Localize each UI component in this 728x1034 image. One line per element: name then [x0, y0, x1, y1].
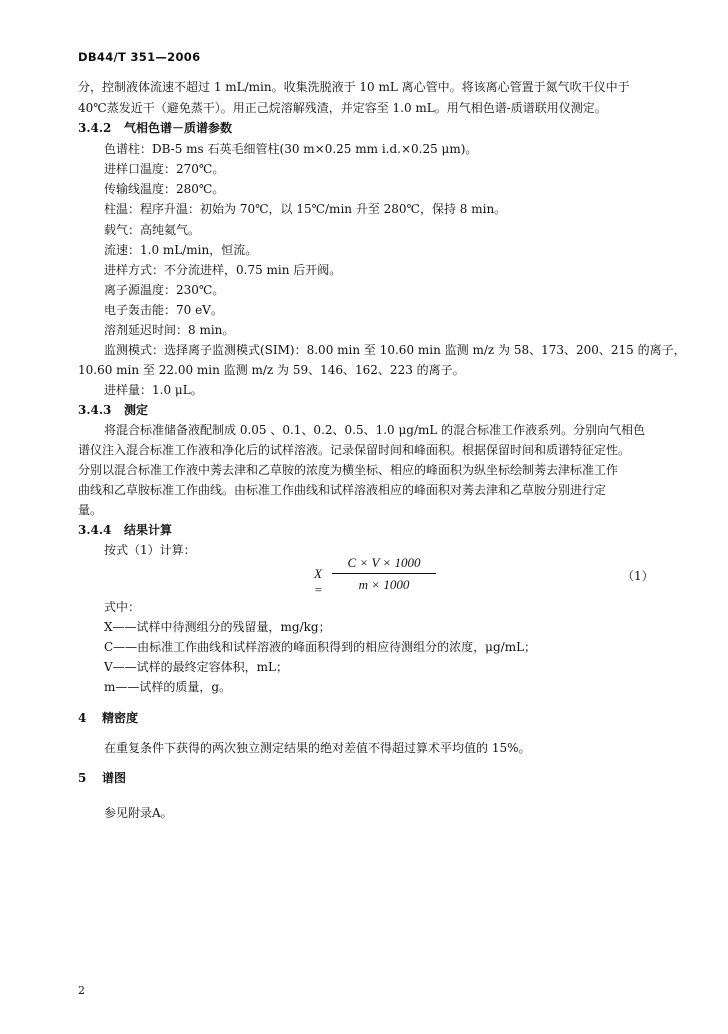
section-number: 3.4.4 [78, 523, 112, 537]
paragraph-line: 参见附录A。 [104, 806, 173, 820]
section-heading-3-4-2 [78, 119, 232, 136]
section-title: 精密度 [102, 711, 139, 725]
param-line: 进样口温度：270℃。 [104, 162, 225, 176]
paragraph-line: 将混合标准储备液配制成 0.05 、0.1、0.2、0.5、1.0 μg/mL 的混合标准工作液系列。分别向气相色 [104, 423, 646, 437]
formula-intro: 按式（1）计算： [104, 543, 196, 557]
param-line: 进样方式：不分流进样，0.75 min 后开阀。 [104, 263, 342, 277]
section-number: 3.4.3 [78, 403, 112, 417]
section-title: 气相色谱－质谱参数 [124, 121, 233, 135]
paragraph-line: 40℃蒸发近干（避免蒸干）。用正己烷溶解残渣，并定容至 1.0 mL。用气相色谱-质谱联用仪测定。 [78, 101, 607, 115]
formula-fraction [332, 553, 436, 594]
formula-lhs: X = [314, 566, 323, 597]
section-heading-3-4-3 [78, 401, 148, 418]
section-title: 结果计算 [124, 523, 173, 537]
param-line: 传输线温度：280℃。 [104, 182, 225, 196]
page-number: 2 [78, 984, 85, 997]
param-line: 监测模式：选择离子监测模式(SIM)：8.00 min 至 10.60 min 监测 m/z 为 58、173、200、215 的离子， [104, 343, 686, 357]
formula-denominator: m × 1000 [358, 577, 410, 592]
equation-number: （1） [622, 569, 654, 583]
section-title: 测定 [124, 403, 149, 417]
variable-definition: V——试样的最终定容体积，mL； [104, 660, 289, 674]
param-line: 离子源温度：230℃。 [104, 283, 225, 297]
param-line: 10.60 min 至 22.00 min 监测 m/z 为 59、146、162、223 的离子。 [78, 363, 465, 377]
section-number: 4 [78, 711, 87, 725]
section-title: 谱图 [102, 771, 127, 785]
paragraph-line: 量。 [78, 503, 103, 517]
param-line: 色谱柱：DB-5 ms 石英毛细管柱(30 m×0.25 mm i.d.×0.25 μm)。 [104, 142, 478, 156]
param-line: 柱温：程序升温：初始为 70℃，以 15℃/min 升至 280℃，保持 8 min。 [104, 202, 507, 216]
variable-definition: C——由标准工作曲线和试样溶液的峰面积得到的相应待测组分的浓度，μg/mL； [104, 640, 537, 654]
section-number: 3.4.2 [78, 121, 112, 135]
section-heading-4 [78, 709, 138, 726]
section-heading-5 [78, 769, 126, 786]
section-heading-3-4-4 [78, 521, 172, 538]
param-line: 电子轰击能：70 eV。 [104, 303, 223, 317]
paragraph-line: 曲线和乙草胺标准工作曲线。由标准工作曲线和试样溶液相应的峰面积对莠去津和乙草胺分别进行定 [78, 483, 607, 497]
where-label: 式中： [104, 600, 141, 614]
paragraph-line: 在重复条件下获得的两次独立测定结果的绝对差值不得超过算术平均值的 15%。 [104, 741, 531, 755]
param-line: 进样量：1.0 μL。 [104, 383, 203, 397]
param-line: 溶剂延迟时间：8 min。 [104, 323, 235, 337]
variable-definition: m——试样的质量，g。 [104, 680, 232, 694]
paragraph-line: 谱仪注入混合标准工作液和净化后的试样溶液。记录保留时间和峰面积。根据保留时间和质谱特征定性。 [78, 443, 631, 457]
param-line: 流速：1.0 mL/min，恒流。 [104, 243, 258, 257]
paragraph-line: 分，控制液体流速不超过 1 mL/min。收集洗脱液于 10 mL 离心管中。将该离心管置于氮气吹干仪中于 [78, 80, 630, 94]
variable-definition: X——试样中待测组分的残留量，mg/kg； [104, 620, 331, 634]
section-number: 5 [78, 771, 87, 785]
param-line: 载气：高纯氦气。 [104, 223, 201, 237]
fraction-bar [332, 573, 436, 574]
formula-numerator: C × V × 1000 [347, 555, 421, 570]
paragraph-line: 分别以混合标准工作液中莠去津和乙草胺的浓度为横坐标、相应的峰面积为纵坐标绘制莠去津标准工作 [78, 463, 619, 477]
document-code: DB44/T 351—2006 [78, 50, 201, 64]
